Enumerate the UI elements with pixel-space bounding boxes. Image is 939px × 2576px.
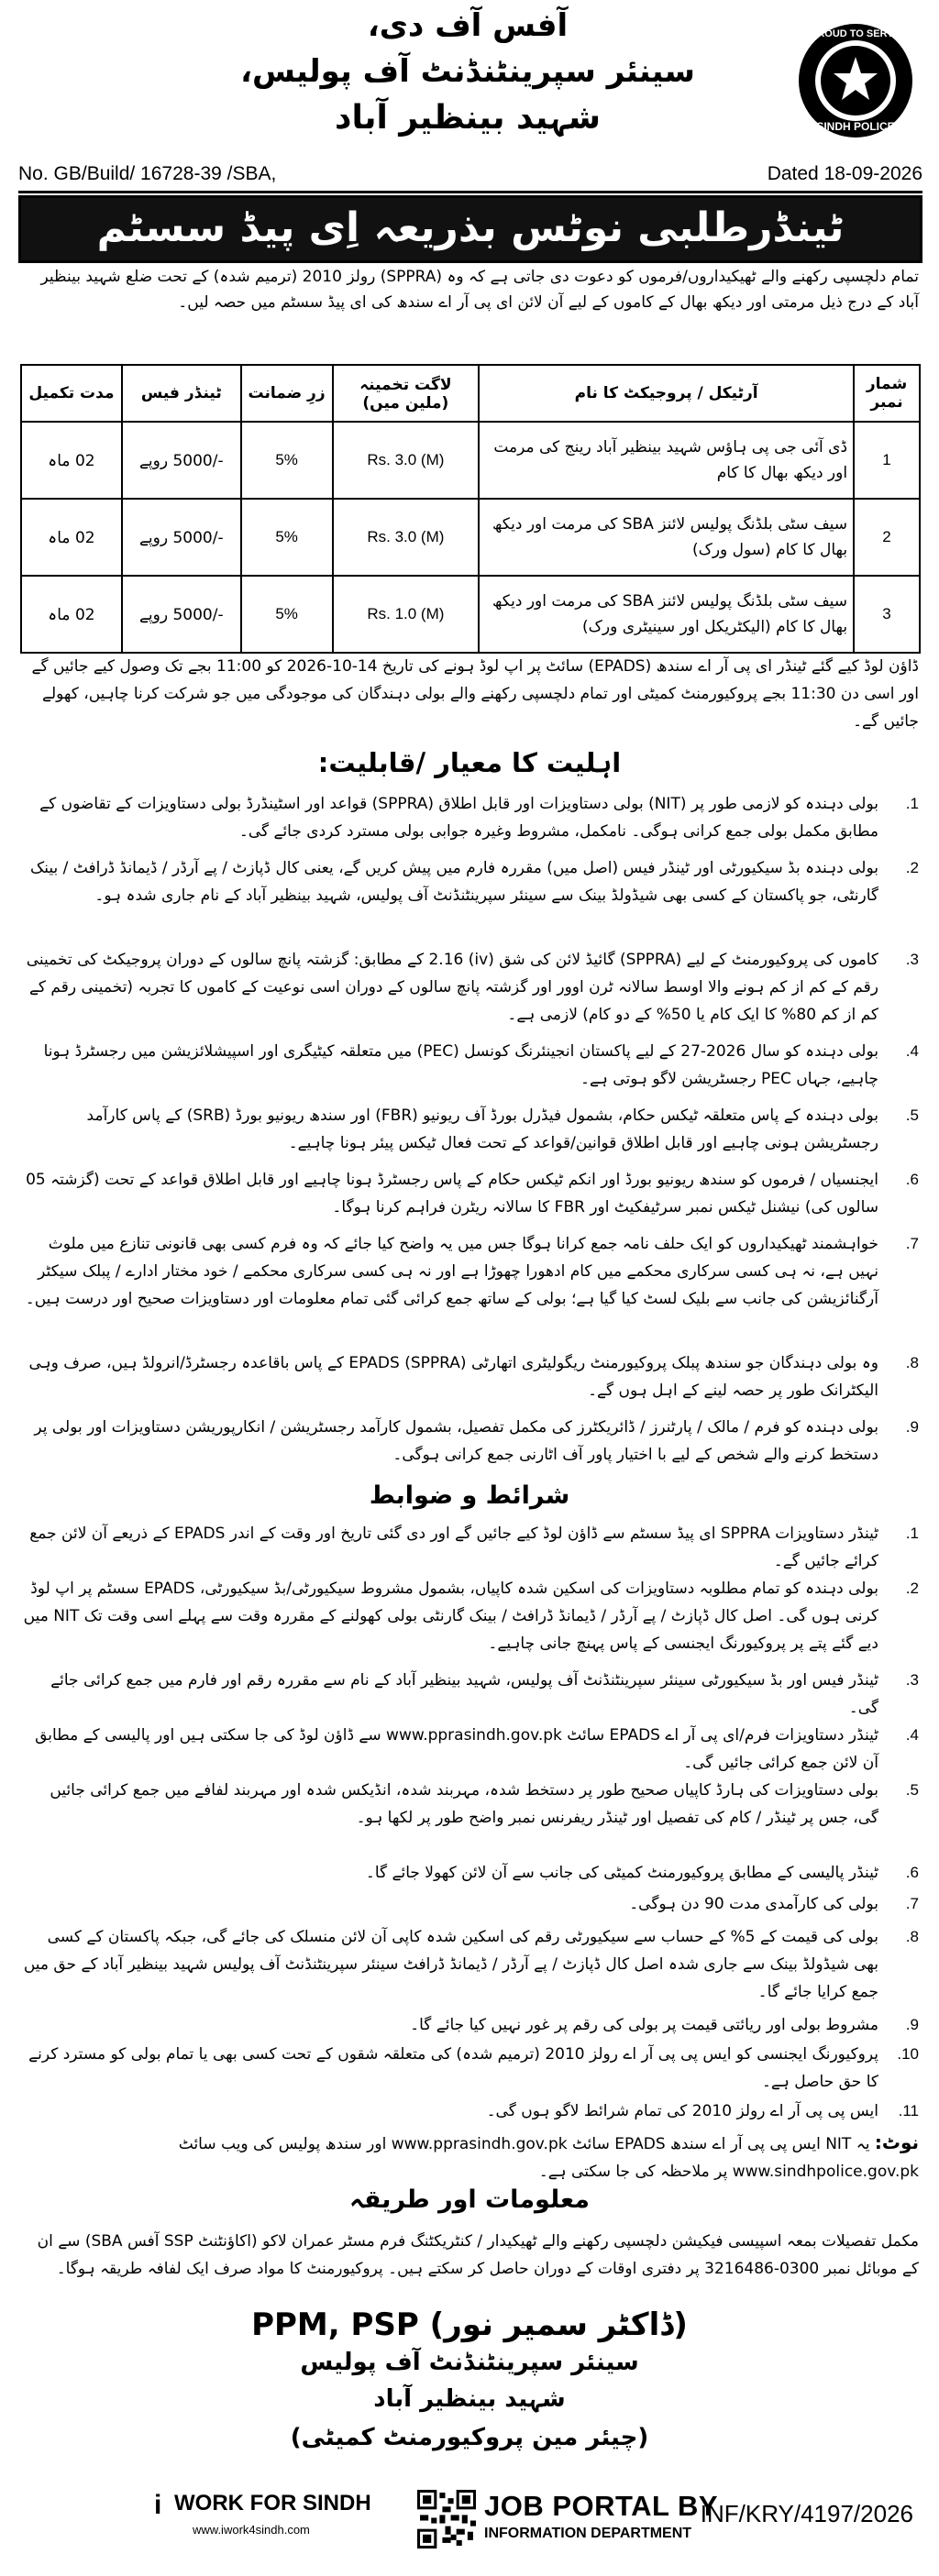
eligibility-item: 1. بولی دہندہ کو لازمی طور پر (NIT) بولی دستاویزات اور قابل اطلاق (SPPRA) قواعد اور اسٹینڈرڈ بولی دستاویزات کے تقاضوں کے مطابق مکمل بولی جمع کرانی ہوگی۔ نامکمل، مشروط وغیرہ جوابی بولی مسترد کردی جائے گی۔ bbox=[39, 795, 919, 841]
information-department-text: INFORMATION DEPARTMENT bbox=[484, 2526, 692, 2541]
cell-fee: -/5000 روپے bbox=[122, 499, 241, 576]
inf-number: INF/KRY/4197/2026 bbox=[700, 2500, 913, 2527]
dated: Dated 18-09-2026 bbox=[767, 163, 922, 184]
cell-serial: 2 bbox=[854, 499, 920, 576]
info-text: مکمل تفصیلات بمعہ اسپیسی فیکیشن دلچسپی رکھنے والے ٹھیکیدار / کنٹریکٹنگ فرم مسٹر عمران لاکو (اکاؤنٹنٹ SSP آفس SBA) سے ان کے موبائل نمبر 0300-3216486 پر دفتری اوقات کے دوران حاصل کر سکتے ہیں۔ پروکیورمنٹ کا مواد صرف ایک لفافہ طریقہ ہوگا۔ bbox=[37, 2232, 919, 2278]
signatory-district: شہید بینظیر آباد bbox=[373, 2385, 566, 2413]
table-header-row bbox=[21, 365, 920, 422]
seal-top-text: PROUD TO SERVE bbox=[810, 28, 901, 39]
eligibility-title: اہلیت کا معیار /قابلیت: bbox=[317, 747, 622, 778]
signatory-committee: (چیئر مین پروکیورمنٹ کمیٹی) bbox=[290, 2424, 649, 2451]
reference-number: No. GB/Build/ 16728-39 /SBA, bbox=[18, 163, 277, 184]
terms-item: 2. بولی دہندہ کو تمام مطلوبہ دستاویزات کی اسکین شدہ کاپیاں، بشمول مشروط سیکیورٹی/بڈ سیکیورٹی، EPADS سسٹم پر اپ لوڈ کرنی ہوں گی۔ اصل کال ڈپازٹ / پے آرڈر / ڈیمانڈ ڈرافٹ / بینک گارنٹی بولی کھولنے کے مقررہ وقت سے پہلے اسی وقت تک NIT میں دیے گئے پتے پر پروکیورنگ ایجنسی کے پاس پہنچ جانی چاہیے۔ bbox=[23, 1580, 919, 1653]
website-note bbox=[22, 2129, 919, 2185]
col-period: مدت تکمیل bbox=[21, 365, 122, 422]
cell-article: سیف سٹی بلڈنگ پولیس لائنز SBA کی مرمت اور دیکھ بھال کا کام (الیکٹریکل اور سینیٹری ورک) bbox=[479, 576, 854, 653]
office-line-1: آفس آف دی، bbox=[367, 7, 569, 44]
cell-deposit: 5% bbox=[241, 576, 333, 653]
cell-deposit: 5% bbox=[241, 499, 333, 576]
table-row bbox=[21, 576, 920, 653]
note-label: نوٹ: bbox=[874, 2131, 919, 2153]
terms-item: 11. ایس پی پی آر اے رولز 2010 کی تمام شرائط لاگو ہوں گی۔ bbox=[486, 2102, 919, 2120]
eligibility-item: 8. وہ بولی دہندگان جو سندھ پبلک پروکیورمنٹ ریگولیٹری اتھارٹی (SPPRA) EPADS کے پاس باقاعدہ رجسٹرڈ/انرولڈ ہیں، صرف وہی الیکٹرانک طور پر حصہ لینے کے اہل ہوں گے۔ bbox=[28, 1354, 919, 1400]
cell-article: ڈی آئی جی پی ہاؤس شہید بینظیر آباد رینج کی مرمت اور دیکھ بھال کا کام bbox=[479, 422, 854, 499]
eligibility-item: 3. کاموں کی پروکیورمنٹ کے لیے (SPPRA) گائیڈ لائن کی شق (iv) 2.16 کے مطابق: گزشتہ پانچ سالوں کے دوران پروجیکٹ کی تخمینی رقم کے کم از کم ہونے والا اوسط سالانہ ٹرن اوور اور گزشتہ پانچ سالوں کے دوران اسی نوعیت کے کاموں کا تجربہ (تخمینی رقم کے کم از کم 80% کا ایک کام یا 50% کے دو کام) لازمی ہے۔ bbox=[26, 951, 919, 1024]
office-line-3: شہید بینظیر آباد bbox=[335, 99, 601, 137]
notice-banner: ٹینڈرطلبی نوٹس بذریعہ اِی پیڈ سسٹم bbox=[18, 195, 922, 263]
col-deposit: زرِ ضمانت bbox=[241, 365, 333, 422]
table-row bbox=[21, 422, 920, 499]
terms-item: 8. بولی کی قیمت کے 5% کے حساب سے سیکیورٹی رقم کی اسکین شدہ کاپی آن لائن منسلک کی جائے گی، جبکہ پاکستان کے کسی بھی شیڈولڈ بینک سے جاری شدہ اصل کال ڈپازٹ / پے آرڈر / ڈیمانڈ ڈرافٹ سینئر سپرینٹنڈنٹ آف پولیس شہید بینظیر آباد کے حق میں جمع کرایا جائے گا۔ bbox=[23, 1928, 919, 2001]
col-cost: لاگت تخمینہ (ملین میں) bbox=[333, 365, 480, 422]
terms-item: 5. بولی دستاویزات کی ہارڈ کاپیاں صحیح طور پر دستخط شدہ، مہربند شدہ، انڈیکس شدہ اور مہربند لفافے میں جمع کرائی جائیں گی، جس پر ٹینڈر / کام کی تفصیل اور ٹینڈر ریفرنس نمبر واضح طور پر لکھا ہو۔ bbox=[50, 1781, 919, 1827]
col-fee: ٹینڈر فیس bbox=[122, 365, 241, 422]
cell-period: 02 ماہ bbox=[21, 576, 122, 653]
cell-cost: Rs. 3.0 (M) bbox=[333, 422, 480, 499]
iwork-i-icon: i bbox=[154, 2490, 162, 2520]
info-title: معلومات اور طریقہ bbox=[349, 2185, 590, 2214]
cell-fee: -/5000 روپے bbox=[122, 422, 241, 499]
seal-bottom-text: SINDH POLICE bbox=[816, 120, 895, 133]
col-serial: شمار نمبر bbox=[854, 365, 920, 422]
schedule-note: ڈاؤن لوڈ کیے گئے ٹینڈر ای پی آر اے سندھ (EPADS) سائٹ پر اپ لوڈ ہونے کی تاریخ 14-10-2026 کو 11:00 بجے تک وصول کیے جائیں گے اور اسی دن 11:30 بجے پروکیورمنٹ کمیٹی اور تمام دلچسپی رکھنے والے بولی دہندگان کی موجودگی میں جو شرکت کرنا چاہیں، کھولے جائیں گے۔ bbox=[31, 657, 919, 731]
terms-item: 10. پروکیورنگ ایجنسی کو ایس پی پی آر اے رولز 2010 (ترمیم شدہ) کی متعلقہ شقوں کے تحت کسی بھی یا تمام بولی کو مسترد کرنے کا حق حاصل ہے۔ bbox=[28, 2045, 919, 2091]
job-portal-text: JOB PORTAL BY bbox=[484, 2490, 719, 2522]
eligibility-item: 9. بولی دہندہ کو فرم / مالک / پارٹنرز / ڈائریکٹرز کی مکمل تفصیل، بشمول کارآمد رجسٹریشن / انکارپوریشن دستاویزات اور بولی پر دستخط کرنے والے شخص کے لیے با اختیار پاور آف اٹارنی جمع کرانی ہوگی۔ bbox=[34, 1418, 919, 1464]
cell-deposit: 5% bbox=[241, 422, 333, 499]
iwork-url: www.iwork4sindh.com bbox=[193, 2523, 310, 2537]
eligibility-item: 7. خواہشمند ٹھیکیداروں کو ایک حلف نامہ جمع کرانا ہوگا جس میں یہ واضح کیا جائے کہ وہ فرم کسی بھی قانونی تنازع میں ملوث نہیں ہے، نہ ہی کسی سرکاری محکمے میں کام ادھورا چھوڑا ہے اور نہ ہی کسی سرکاری محکمے / خود مختار ادارے / پبلک سیکٹر آرگنائزیشن کی جانب سے بلیک لسٹ کیا گیا ہے؛ بولی کے ساتھ جمع کرائی گئی تمام معلومات اور دستاویزات صحیح اور درست ہیں۔ bbox=[25, 1235, 919, 1308]
intro-paragraph: تمام دلچسپی رکھنے والے ٹھیکیداروں/فرموں کو دعوت دی جاتی ہے کہ وہ (SPPRA) رولز 2010 (ترمیم شدہ) کے تحت ضلع شہید بینظیر آباد کے درج ذیل مرمتی اور دیکھ بھال کے کاموں کے لیے آن لائن ای پی آر اے سندھ کی ای پیڈ سسٹم میں حصہ لیں۔ bbox=[40, 268, 919, 312]
terms-item: 1. ٹینڈر دستاویزات SPPRA ای پیڈ سسٹم سے ڈاؤن لوڈ کیے جائیں گے اور دی گئی تاریخ اور وقت کے اندر EPADS کے ذریعے آن لائن جمع کرائے جائیں گے۔ bbox=[29, 1525, 919, 1570]
terms-title: شرائط و ضوابط bbox=[369, 1481, 570, 1510]
eligibility-item: 4. بولی دہندہ کو سال 2026-27 کے لیے پاکستان انجینئرنگ کونسل (PEC) میں متعلقہ کیٹیگری اور اسپیشلائزیشن میں رجسٹرڈ ہونا چاہیے، جہاں PEC رجسٹریشن لاگو ہوتی ہے۔ bbox=[43, 1042, 919, 1088]
terms-item: 9. مشروط بولی اور ریائتی قیمت پر بولی کی رقم پر غور نہیں کیا جائے گا۔ bbox=[410, 2016, 919, 2034]
tender-table bbox=[20, 364, 921, 654]
eligibility-item: 6. ایجنسیاں / فرموں کو سندھ ریونیو بورڈ اور انکم ٹیکس حکام کے پاس رجسٹرڈ ہونا چاہیے اور قابل اطلاق قواعد کے تحت (گزشتہ 05 سالوں کی) نیشنل ٹیکس نمبر سرٹیفکیٹ اور FBR کا سالانہ ریٹرن فراہم کرنا ہوگا۔ bbox=[26, 1171, 919, 1216]
cell-fee: -/5000 روپے bbox=[122, 576, 241, 653]
cell-serial: 3 bbox=[854, 576, 920, 653]
cell-period: 02 ماہ bbox=[21, 422, 122, 499]
terms-item: 4. ٹینڈر دستاویزات فرم/ای پی آر اے EPADS سائٹ www.pprasindh.gov.pk سے ڈاؤن لوڈ کی جا سکتی ہیں اور پالیسی کے مطابق آن لائن جمع کرائی جائیں گی۔ bbox=[35, 1726, 919, 1772]
cell-serial: 1 bbox=[854, 422, 920, 499]
sindh-police-seal-icon bbox=[795, 9, 916, 158]
iwork-text: WORK FOR SINDH bbox=[174, 2491, 371, 2515]
table-row bbox=[21, 499, 920, 576]
terms-item: 7. بولی کی کارآمدی مدت 90 دن ہوگی۔ bbox=[629, 1895, 919, 1913]
col-article: آرٹیکل / پروجیکٹ کا نام bbox=[479, 365, 854, 422]
cell-period: 02 ماہ bbox=[21, 499, 122, 576]
reference-row bbox=[18, 161, 922, 193]
qr-code-icon bbox=[417, 2490, 476, 2548]
cell-cost: Rs. 3.0 (M) bbox=[333, 499, 480, 576]
signatory-name: (ڈاکٹر سمیر نور) PPM, PSP bbox=[251, 2306, 688, 2343]
office-line-2: سینئر سپرینٹنڈنٹ آف پولیس، bbox=[240, 53, 695, 90]
eligibility-item: 2. بولی دہندہ بڈ سیکیورٹی اور ٹینڈر فیس (اصل میں) مقررہ فارم میں پیش کریں گے، یعنی کال ڈپازٹ / پے آرڈر / ڈیمانڈ ڈرافٹ / بینک گارنٹی، جو پاکستان کے کسی بھی شیڈولڈ بینک سے سینئر سپرینٹنڈنٹ آف پولیس، شہید بینظیر آباد کے نام جاری شدہ ہو۔ bbox=[30, 859, 919, 905]
signatory-title: سینئر سپرینٹنڈنٹ آف پولیس bbox=[300, 2349, 639, 2376]
cell-cost: Rs. 1.0 (M) bbox=[333, 576, 480, 653]
cell-article: سیف سٹی بلڈنگ پولیس لائنز SBA کی مرمت اور دیکھ بھال کا کام (سول ورک) bbox=[479, 499, 854, 576]
eligibility-item: 5. بولی دہندہ کے پاس متعلقہ ٹیکس حکام، بشمول فیڈرل بورڈ آف ریونیو (FBR) اور سندھ ریونیو بورڈ (SRB) کے پاس کارآمد رجسٹریشن ہونی چاہیے اور قابل اطلاق قوانین/قواعد کے تحت فعال ٹیکس پیئر ہونا چاہیے۔ bbox=[86, 1106, 919, 1152]
terms-item: 6. ٹینڈر پالیسی کے مطابق پروکیورمنٹ کمیٹی کی جانب سے آن لائن کھولا جائے گا۔ bbox=[365, 1864, 919, 1882]
terms-item: 3. ٹینڈر فیس اور بڈ سیکیورٹی سینئر سپرینٹنڈنٹ آف پولیس، شہید بینظیر آباد کے نام سے مقررہ رقم اور فارم میں جمع کرائی جائے گی۔ bbox=[50, 1671, 919, 1717]
note-text: یہ NIT ایس پی پی آر اے سندھ EPADS سائٹ www.pprasindh.gov.pk اور سندھ پولیس کی ویب سائٹ www.sindhpolice.gov.pk پر ملاحظہ کی جا سکتی ہے۔ bbox=[178, 2135, 919, 2181]
